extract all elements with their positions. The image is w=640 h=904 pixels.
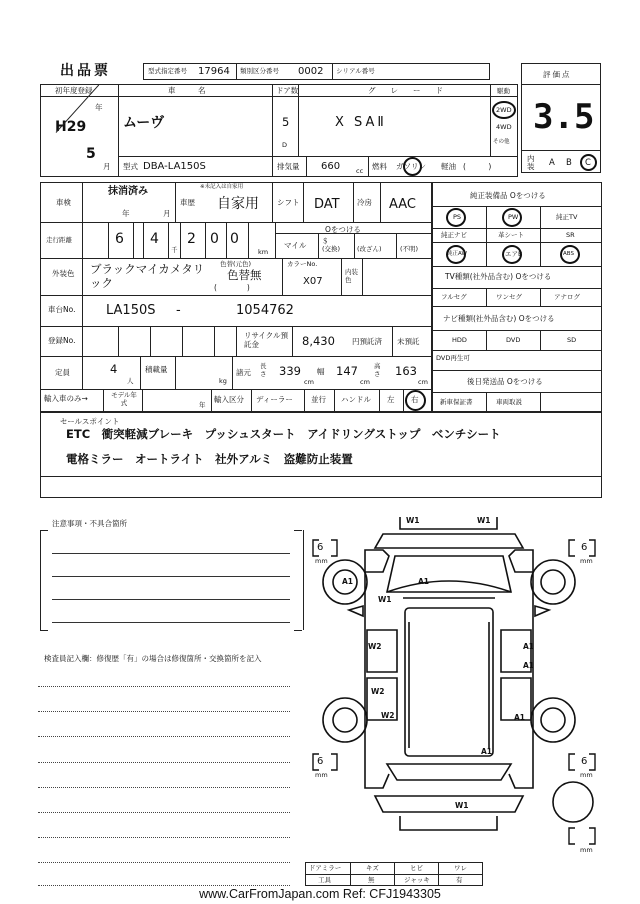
legend-tools: 工具 xyxy=(318,876,331,884)
car-name-label: 車 名 xyxy=(168,86,206,95)
equip-sr: SR xyxy=(566,231,575,239)
tire-tread-front-left: 6 xyxy=(317,542,324,553)
width-label: 幅 xyxy=(317,367,325,376)
tv-analog: アナログ xyxy=(554,293,580,301)
caution-label: 注意事項・不具合箇所 xyxy=(52,519,127,528)
rewound-label: (改ざん) xyxy=(357,245,382,254)
unknown-label: (不明) xyxy=(400,245,419,254)
chassis-number: 1054762 xyxy=(236,303,294,318)
registration-label: 登録No. xyxy=(48,336,76,345)
fuel-other-paren: ( ) xyxy=(463,162,492,171)
mileage-label: 走行距離 xyxy=(46,236,72,244)
first-reg-month: 5 xyxy=(86,146,96,162)
shift-value: DAT xyxy=(314,197,340,212)
equipment-title: 純正装備品 Oをつける xyxy=(470,191,546,200)
ac-value: AAC xyxy=(389,197,416,212)
legend-jack-yes: 有 xyxy=(456,876,463,884)
mileage-digit-4: 0 xyxy=(210,231,219,247)
dealer-label: ディーラー xyxy=(256,395,293,404)
height-value: 163 xyxy=(395,364,417,378)
model-cert-label: 型式指定番号 xyxy=(148,67,187,75)
drive-other: その他 xyxy=(493,139,510,145)
load-label: 積載量 xyxy=(145,365,168,374)
equip-airbag: エアB xyxy=(505,250,523,258)
navi-sd: SD xyxy=(567,336,577,344)
car-name-value: ムーヴ xyxy=(123,115,165,131)
drive-label: 駆動 xyxy=(497,87,510,95)
color-no-label: カラーNo. xyxy=(287,260,318,268)
color-no-value: X07 xyxy=(303,276,323,287)
doors-label: ドア数 xyxy=(276,86,299,95)
exterior-label: 外装色 xyxy=(52,269,75,278)
model-cert-no: 17964 xyxy=(198,66,230,77)
grade-value: X SAⅡ xyxy=(335,115,387,130)
history-note: ※未記入は自家用 xyxy=(200,184,244,190)
grade-label: グ レ ー ド xyxy=(368,86,443,95)
year-kanji: 年 xyxy=(95,103,103,112)
score-value: 3.5 xyxy=(533,97,595,137)
width-cm: cm xyxy=(360,378,370,386)
recycle-not-deposited: 未預託 xyxy=(397,337,420,346)
mile-label: マイル xyxy=(284,241,307,250)
inspection-year: 年 xyxy=(122,209,130,218)
handle-left: 左 xyxy=(387,395,395,404)
navi-title: ナビ種類(社外品含む) Oをつける xyxy=(443,314,555,323)
equip-navi: 純正ナビ xyxy=(441,231,467,239)
mm-unit-4: mm xyxy=(580,771,593,779)
damage-w1-front-bumper: W1 xyxy=(406,516,420,525)
interior-a: A xyxy=(549,158,555,168)
class-no: 0002 xyxy=(298,66,324,77)
history-value: 自家用 xyxy=(217,196,259,212)
after-manual: 車両取説 xyxy=(496,398,522,406)
drive-2wd: 2WD xyxy=(496,106,512,114)
inspection-value: 抹消済み xyxy=(108,186,148,197)
damage-w1-left-front: W1 xyxy=(378,595,392,604)
damage-a1-right-door: A1 xyxy=(523,642,535,651)
parallel-label: 並行 xyxy=(311,395,326,404)
tv-oneseg: ワンセグ xyxy=(496,293,522,301)
tire-tread-rear-right: 6 xyxy=(581,756,588,767)
caution-area xyxy=(40,530,304,630)
legend-scratch: キズ xyxy=(366,864,379,872)
sales-points-line1: ETC 衝突軽減ブレーキ プッシュスタート アイドリングストップ ベンチシート xyxy=(66,427,501,441)
displacement-value: 660 xyxy=(321,161,341,172)
damage-a1-right-door-2: A1 xyxy=(523,661,535,670)
width-value: 147 xyxy=(336,364,358,378)
drive-4wd: 4WD xyxy=(496,123,512,131)
serial-label: シリアル番号 xyxy=(336,67,375,75)
recycle-label: リサイクル預託金 xyxy=(244,331,288,349)
damage-w2-left-rear: W2 xyxy=(381,711,395,720)
legend-break: ワレ xyxy=(454,864,467,872)
watermark-text: www.CarFromJapan.com Ref: CFJ1943305 xyxy=(199,887,441,901)
handle-label: ハンドル xyxy=(341,395,371,404)
interior-b: B xyxy=(566,158,572,168)
model-label: 型式 xyxy=(123,162,138,171)
length-label: 長さ xyxy=(260,362,267,378)
dvd-playback: DVD再生可 xyxy=(436,354,470,362)
length-value: 339 xyxy=(279,364,301,378)
recycle-value: 8,430 xyxy=(302,334,335,348)
interior-label: 内装 xyxy=(527,154,535,172)
equip-aw: 純正AW xyxy=(447,251,467,257)
cc-unit: cc xyxy=(356,167,364,175)
navi-hdd: HDD xyxy=(452,336,467,344)
legend-jack: ジャッキ xyxy=(404,876,430,884)
tire-tread-front-right: 6 xyxy=(581,542,588,553)
mm-unit-3: mm xyxy=(315,771,328,779)
equip-abs: ABS xyxy=(563,251,574,257)
repaint-value: 色替無 xyxy=(227,268,262,282)
recycle-deposited: 円預託済 xyxy=(352,337,382,346)
height-cm: cm xyxy=(418,378,428,386)
size-label: 諸元 xyxy=(236,368,251,377)
ac-label: 冷房 xyxy=(357,198,372,207)
import-label: 輸入車のみ→ xyxy=(44,394,88,403)
interior-color-label: 内装色 xyxy=(345,268,358,284)
equip-leather: 革シート xyxy=(498,231,524,239)
class-label: 類別区分番号 xyxy=(240,67,279,75)
repaint-label: 色替(元色) xyxy=(220,260,252,268)
thousand-unit: 千 xyxy=(171,246,178,254)
exchanged-label: ＄ (交換) xyxy=(322,237,341,254)
history-label: 車歴 xyxy=(180,198,195,207)
sales-points-line2: 電格ミラー オートライト 社外アルミ 盗難防止装置 xyxy=(66,452,353,466)
sales-points-label: セールスポイント xyxy=(60,417,120,426)
mm-unit-spare: mm xyxy=(580,846,593,854)
doors-unit: D xyxy=(282,141,288,149)
damage-a1-rear: A1 xyxy=(481,747,493,756)
kg-unit: kg xyxy=(219,377,227,385)
model-year-label: モデル年式 xyxy=(111,391,137,407)
tv-fullseg: フルセグ xyxy=(441,293,467,301)
fuel-gasoline: ガソリン xyxy=(396,162,426,171)
legend-mirror: ドアミラー xyxy=(309,864,342,872)
mileage-digit-2: 4 xyxy=(150,231,159,247)
length-cm: cm xyxy=(304,378,314,386)
capacity-value: 4 xyxy=(110,362,118,376)
equip-ps: PS xyxy=(453,213,462,221)
equip-pw: PW xyxy=(508,213,519,221)
first-reg-year: H29 xyxy=(55,119,87,135)
chassis-model: LA150S xyxy=(106,303,156,318)
form-title: 出品票 xyxy=(60,63,111,79)
month-kanji: 月 xyxy=(103,162,111,171)
import-type-label: 輸入区分 xyxy=(214,395,244,404)
chassis-label: 車台No. xyxy=(48,305,76,314)
after-warranty: 新車保証書 xyxy=(440,398,473,406)
person-unit: 人 xyxy=(127,377,134,385)
capacity-label: 定員 xyxy=(55,368,70,377)
inspection-label: 車検 xyxy=(56,198,71,207)
displacement-label: 排気量 xyxy=(277,162,300,171)
damage-w2-left-door: W2 xyxy=(368,642,382,651)
exterior-value: ブラックマイカメタリック xyxy=(90,262,205,290)
model-value: DBA-LA150S xyxy=(143,161,206,172)
mileage-digit-3: 2 xyxy=(187,231,196,247)
tv-title: TV種類(社外品含む) Oをつける xyxy=(445,272,552,281)
after-title: 後日発送品 Oをつける xyxy=(467,377,543,386)
height-label: 高さ xyxy=(374,362,381,378)
import-year: 年 xyxy=(199,401,206,409)
fuel-label: 燃料 xyxy=(372,162,387,171)
damage-a1-front-left-wheel: A1 xyxy=(342,577,354,586)
tire-tread-rear-left: 6 xyxy=(317,756,324,767)
damage-a1-hood: A1 xyxy=(418,577,430,586)
damage-w2-left-rear-door: W2 xyxy=(371,687,385,696)
mm-unit-2: mm xyxy=(580,557,593,565)
chassis-dash: - xyxy=(176,303,181,318)
damage-w1-front-bumper-right: W1 xyxy=(477,516,491,525)
mileage-digit-5: 0 xyxy=(230,231,239,247)
handle-right: 右 xyxy=(411,395,419,404)
shift-label: シフト xyxy=(277,198,300,207)
km-unit: km xyxy=(258,248,269,256)
mileage-digit-1: 6 xyxy=(115,231,124,247)
diesel-label: 軽油 xyxy=(441,162,456,171)
car-damage-diagram xyxy=(305,512,605,872)
interior-c: C xyxy=(585,158,591,168)
repaint-paren: ( ) xyxy=(214,283,250,292)
circle-instruction: Oをつける xyxy=(325,225,361,234)
doors-value: 5 xyxy=(282,115,290,129)
damage-w1-rear-bumper: W1 xyxy=(455,801,469,810)
mm-unit-1: mm xyxy=(315,557,328,565)
inspection-month: 月 xyxy=(163,209,171,218)
first-reg-label: 初年度登録 xyxy=(55,86,93,95)
score-label: 評価点 xyxy=(543,70,572,79)
inspector-label: 検査員記入欄：修復歴「有」の場合は修復箇所・交換箇所を記入 xyxy=(44,654,262,663)
damage-a1-right-rear: A1 xyxy=(514,713,526,722)
navi-dvd: DVD xyxy=(506,336,521,344)
equip-tv: 純正TV xyxy=(556,213,578,221)
legend-crack: ヒビ xyxy=(410,864,423,872)
legend-tools-none: 無 xyxy=(368,876,375,884)
